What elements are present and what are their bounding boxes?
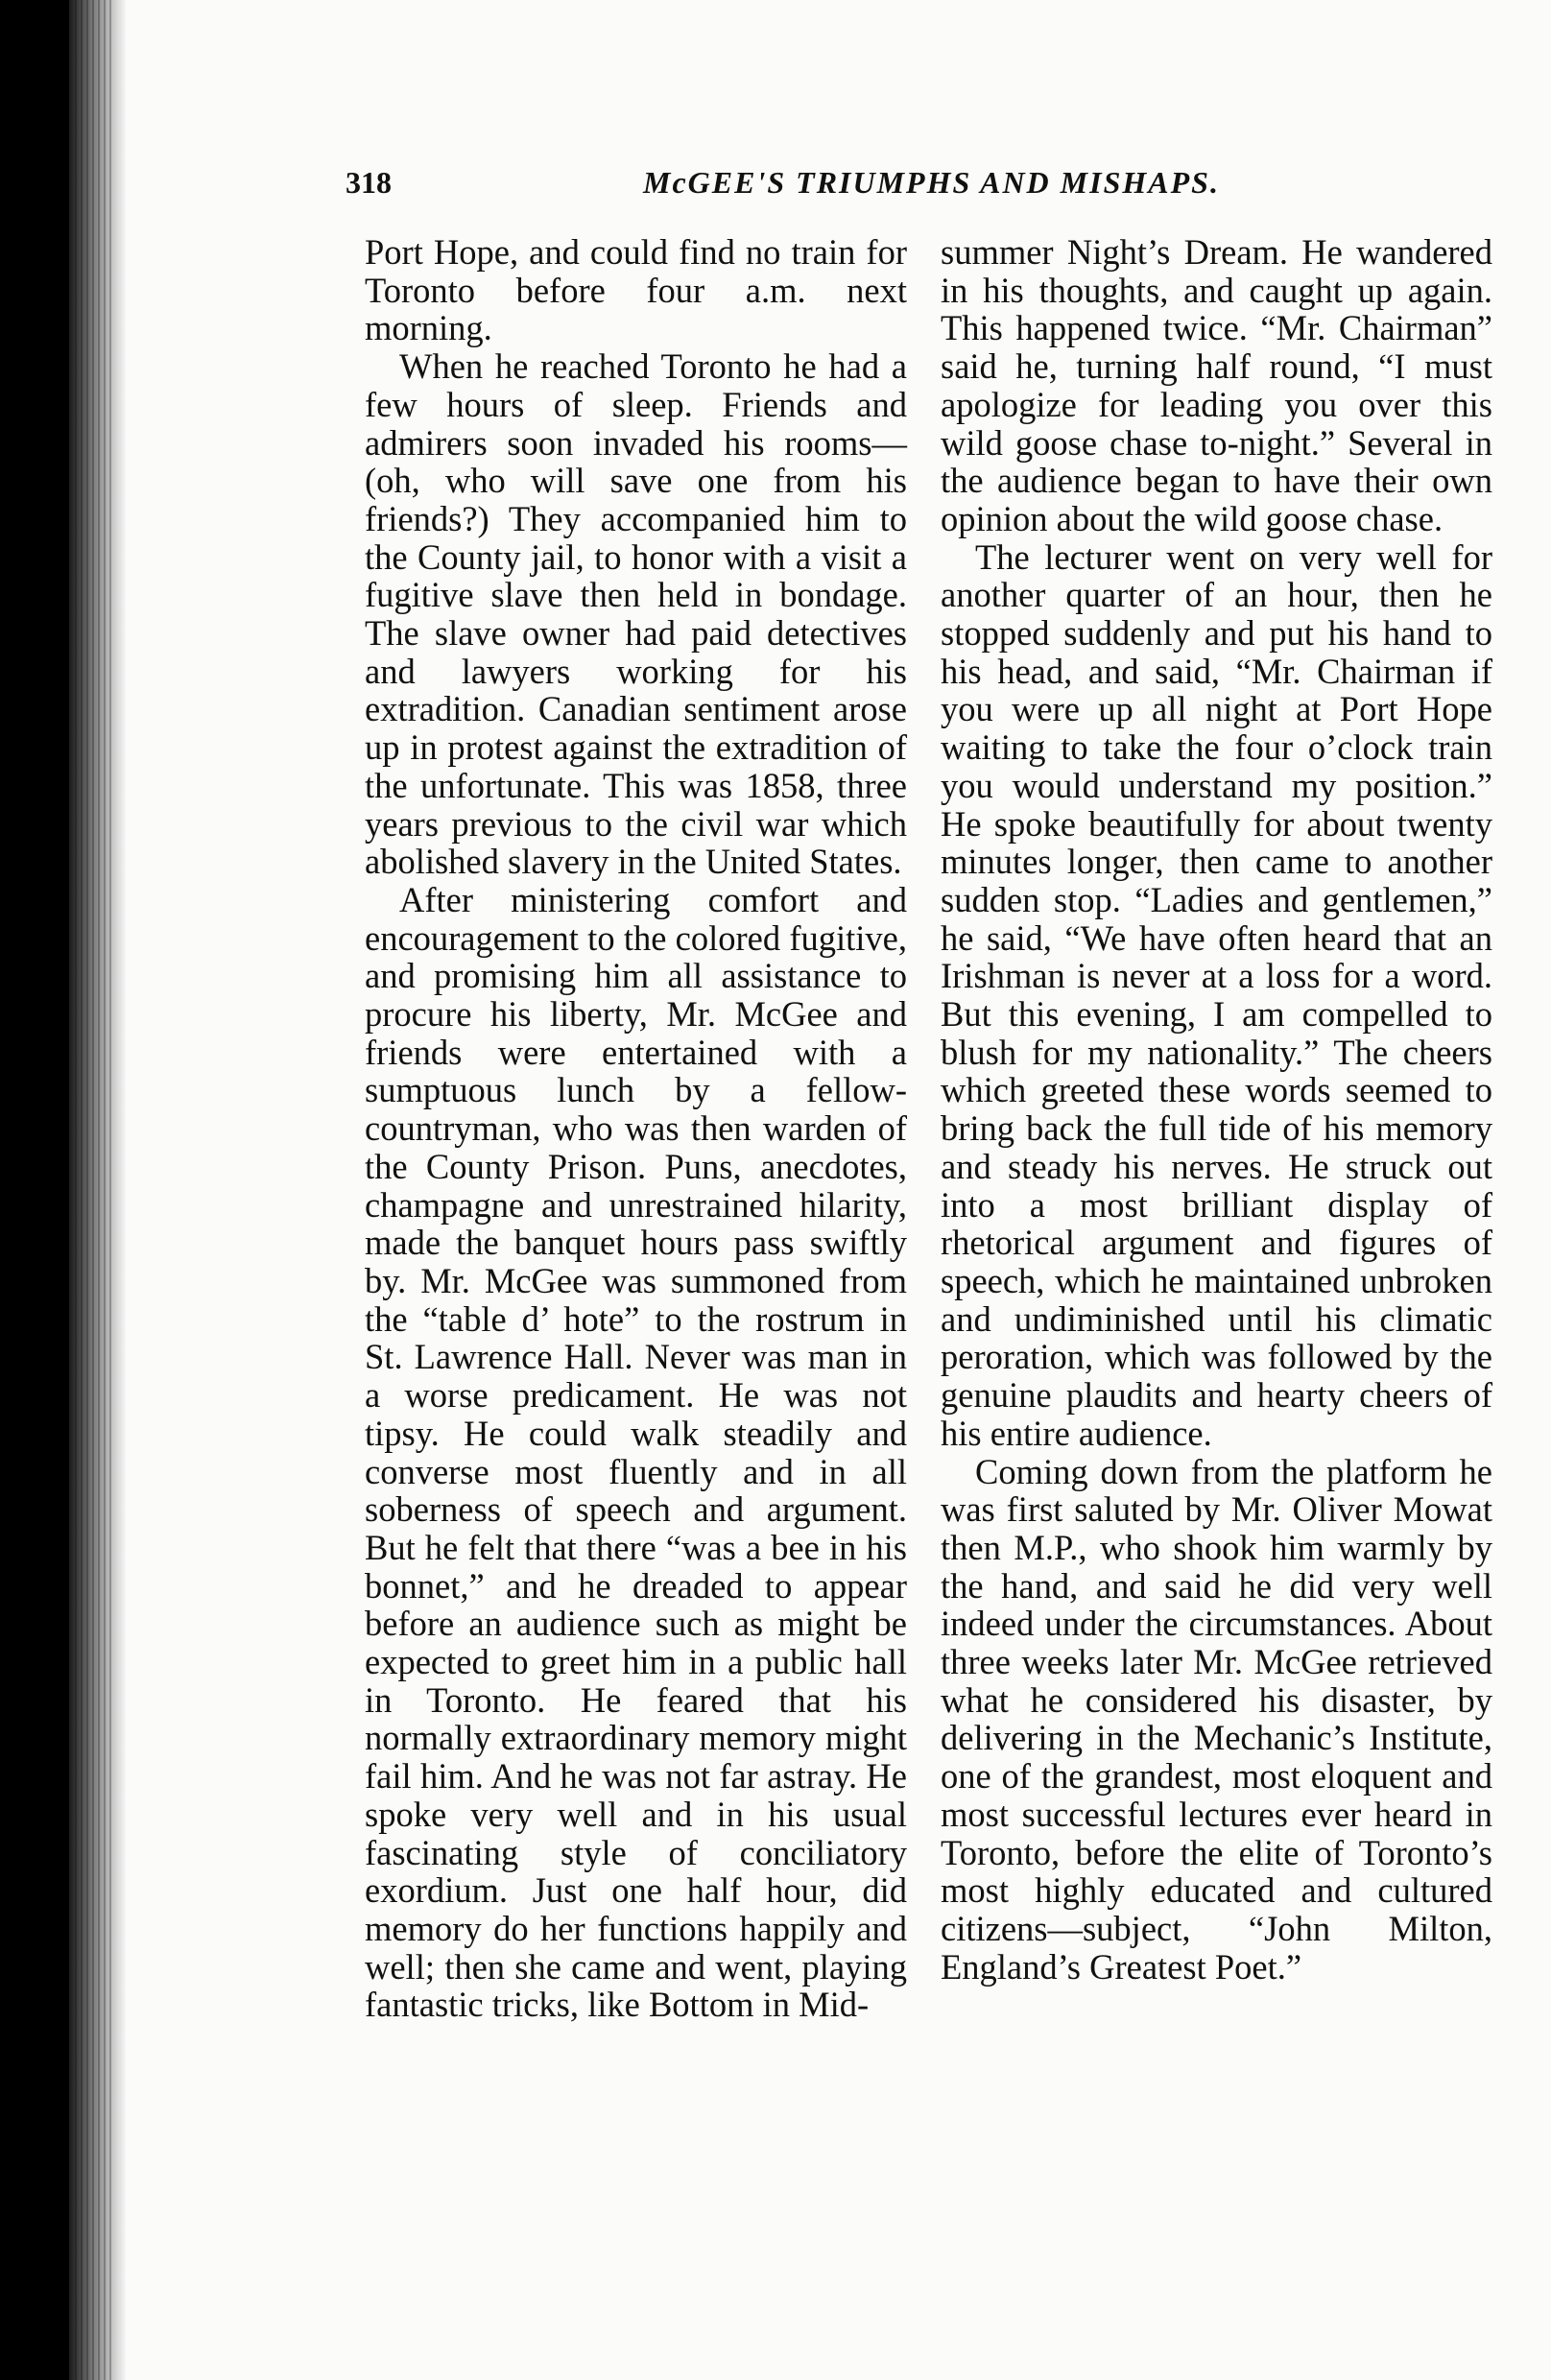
page-gutter <box>69 0 127 2380</box>
right-column <box>941 233 1492 1986</box>
running-title: McGEE'S TRIUMPHS AND MISHAPS. <box>643 165 1220 200</box>
left-column <box>365 233 907 2024</box>
paragraph: Port Hope, and could find no train for Toronto before four a.m. next morning. <box>365 232 907 348</box>
paragraph: After ministering comfort and encouragement to the colored fugitive, and promising him all assistance to procure his liberty, Mr. McGee and friends were entertained with a sumptuous lunch by a fellow-countryman, who was then warden of the County Prison. Puns, anecdotes, champagne and unrestrained hilarity, made the banquet hours pass swiftly by. Mr. McGee was summoned from the “table d’ hote” to the rostrum in St. Lawrence Hall. Never was man in a worse predicament. He was not tipsy. He could walk steadily and converse most fluently and in all soberness of speech and argument. But he felt that there “was a bee in his bonnet,” and he dreaded to appear before an audience such as might be expected to greet him in a public hall in Toronto. He feared that his normally extraordinary memory might fail him. And he was not far astray. He spoke very well and in his usual fascinating style of conciliatory exordium. Just one half hour, did memory do her functions happily and well; then she came and went, playing fantastic tricks, like Bottom in Mid- <box>365 879 907 2025</box>
paragraph: The lecturer went on very well for another quarter of an hour, then he stopped suddenly and put his hand to his head, and said, “Mr. Chairman if you were up all night at Port Hope waiting to take the four o’clock train you would understand my position.” He spoke beautifully for about twenty minutes longer, then came to another sudden stop. “Ladies and gentlemen,” he said, “We have often heard that an Irishman is never at a loss for a word. But this evening, I am compelled to blush for my nationality.” The cheers which greeted these words seemed to bring back the full tide of his memory and steady his nerves. He struck out into a most brilliant display of rhetorical argument and figures of speech, which he maintained unbroken and undiminished until his climatic peroration, which was followed by the genuine plaudits and hearty cheers of his entire audience. <box>941 536 1492 1453</box>
page-header <box>269 165 1267 213</box>
paragraph: When he reached Toronto he had a few hours of sleep. Friends and admirers soon invaded his rooms—(oh, who will save one from his friends?) They accompanied him to the County jail, to honor with a visit a fugitive slave then held in bondage. The slave owner had paid detectives and lawyers working for his extradition. Canadian sentiment arose up in protest against the extradition of the unfortunate. This was 1858, three years previous to the civil war which abolished slavery in the United States. <box>365 346 907 882</box>
paragraph: Coming down from the platform he was first saluted by Mr. Oliver Mowat then M.P., who shook him warmly by the hand, and said he did very well indeed under the circumstances. About three weeks later Mr. McGee retrieved what he considered his disaster, by delivering in the Mechanic’s Institute, one of the grandest, most eloquent and most successful lectures ever heard in Toronto, before the elite of Toronto’s most highly educated and cultured citizens—subject, “John Milton, England’s Greatest Poet.” <box>941 1451 1492 1987</box>
page-number: 318 <box>346 165 392 200</box>
gutter-shading <box>75 0 113 2380</box>
paragraph: summer Night’s Dream. He wandered in his thoughts, and caught up again. This happened twice. “Mr. Chairman” said he, turning half round, “I must apologize for leading you over this wild goose chase to-night.” Several in the audience began to have their own opinion about the wild goose chase. <box>941 232 1492 538</box>
